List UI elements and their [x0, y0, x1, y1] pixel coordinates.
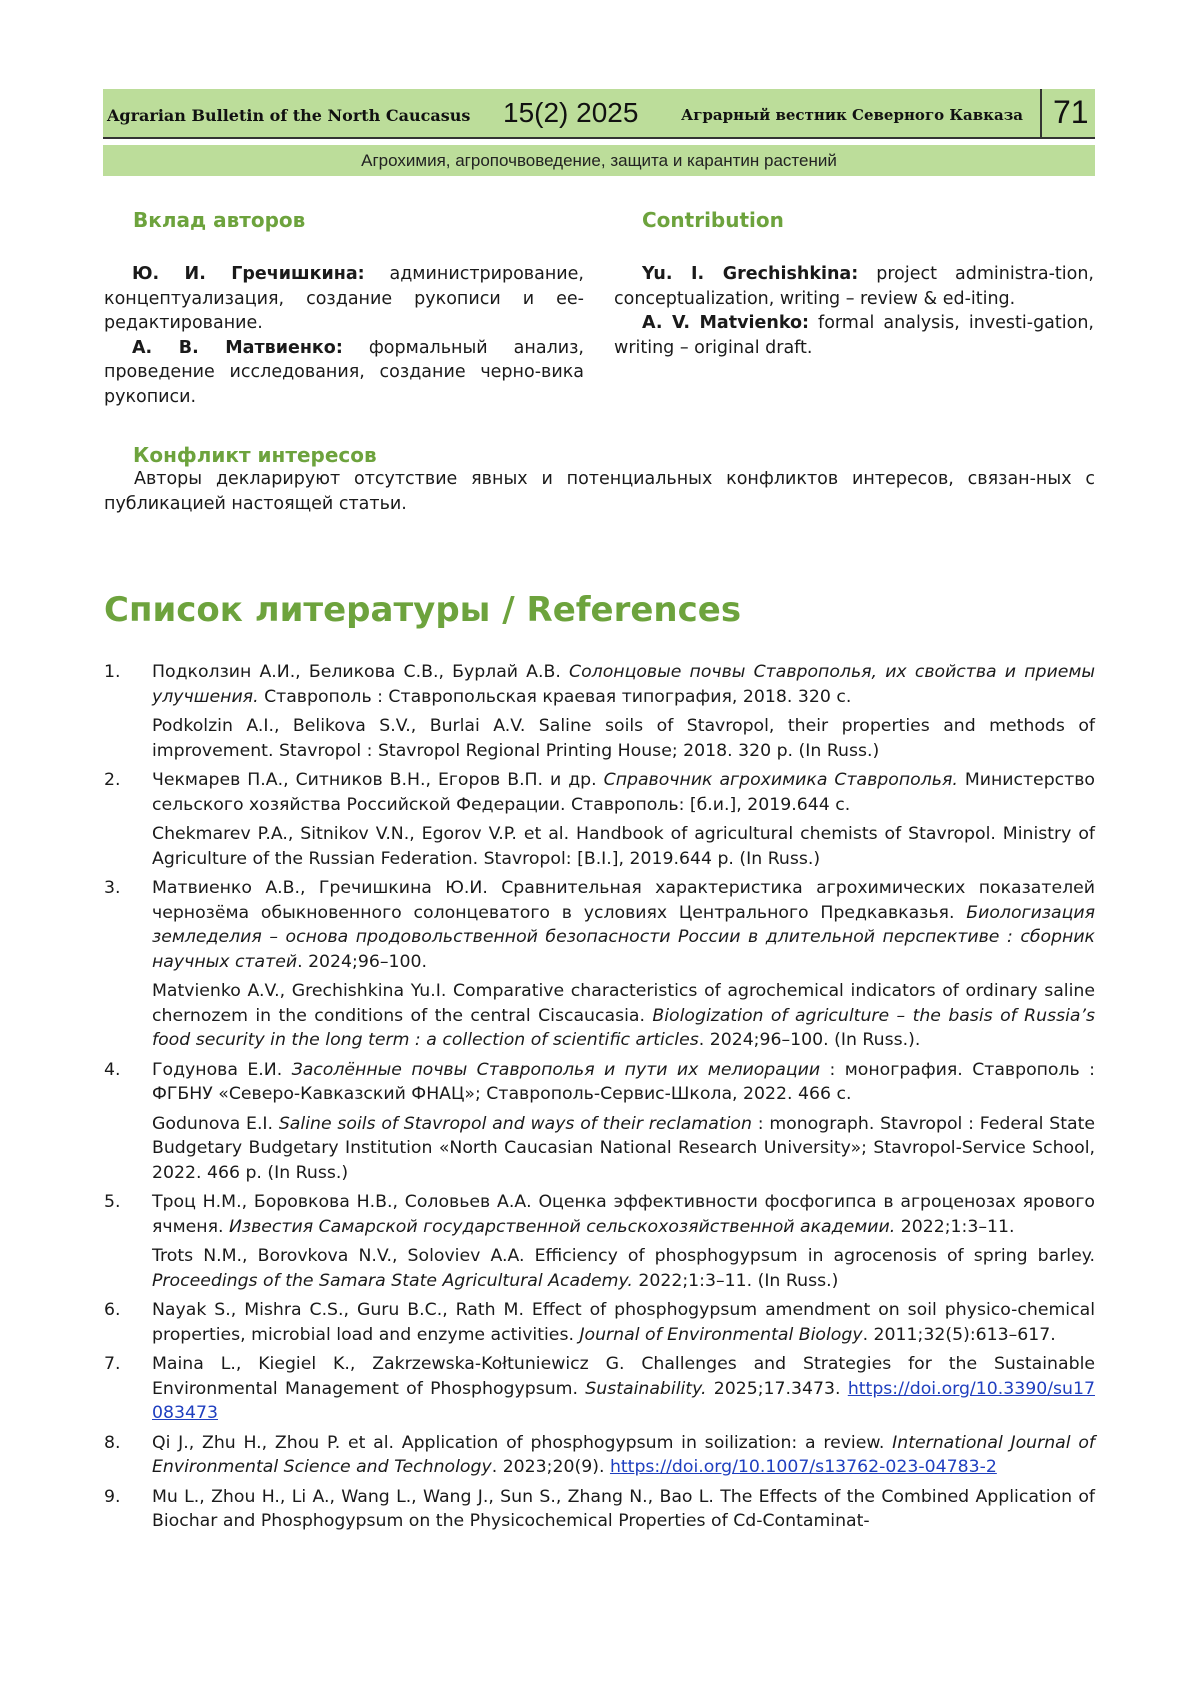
reference-ru: Годунова Е.И. Засолённые почвы Ставрополья и пути их мелиорации : монография. Ставрополь : ФГБНУ «Северо-Кавказский ФНАЦ»; Ставрополь-Сервис-Школа, 2022. 466 с. [152, 1059, 1095, 1104]
reference-en: Trots N.M., Borovkova N.V., Soloviev A.A. Efficiency of phosphogypsum in agrocenosis of spring barley. Proceedings of the Samara State Agricultural Academy. 2022;1:3–11. (In Russ.) [152, 1246, 1095, 1291]
reference-item [104, 1352, 1095, 1426]
conflict-text: Авторы декларируют отсутствие явных и потенциальных конфликтов интересов, связан-ных с публикацией настоящей статьи. [104, 469, 1095, 514]
reference-en: Chekmarev P.A., Sitnikov V.N., Egorov V.P. et al. Handbook of agricultural chemists of Stavropol. Ministry of Agriculture of the Russian Federation. Stavropol: [B.I.], 2019.644 p. (In Russ.) [152, 824, 1095, 869]
contribution-en-author-2 [614, 311, 1094, 360]
page-number: 71 [1053, 94, 1089, 130]
reference-text: Qi J., Zhu H., Zhou P. et al. Application of phosphogypsum in soilization: a review. International Journal of Environmental Science and Technology. 2023;20(9). https://doi.org/10.1007/s13762-023-04783-2 [152, 1432, 1095, 1477]
references-heading: Список литературы / References [104, 590, 742, 630]
contribution-ru-author-2 [104, 336, 584, 410]
reference-item [104, 660, 1095, 763]
reference-number: 5. [104, 1192, 121, 1212]
reference-number: 9. [104, 1486, 121, 1507]
reference-ru: Троц Н.М., Боровкова Н.В., Соловьев А.А. Оценка эффективности фосфогипса в агроценозах ярового ячменя. Известия Самарской государственной сельскохозяйственной академии. 2022;1:3–11. [152, 1192, 1095, 1237]
journal-title-en: Agrarian Bulletin of the North Caucasus [107, 106, 471, 125]
reference-ru: Чекмарев П.А., Ситников В.Н., Егоров В.П. и др. Справочник агрохимика Ставрополья. Министерство сельского хозяйства Российской Федерации. Ставрополь: [б.и.], 2019.644 с. [152, 770, 1095, 815]
contribution-ru-author-1 [104, 262, 584, 336]
author-role: formal analysis, investi-gation, writing – original draft. [614, 313, 1094, 358]
reference-en: Podkolzin A.I., Belikova S.V., Burlai A.V. Saline soils of Stavropol, their properties and methods of improvement. Stavropol : Stavropol Regional Printing House; 2018. 320 p. (In Russ.) [152, 716, 1095, 761]
reference-text: Maina L., Kiegiel K., Zakrzewska-Kołtuniewicz G. Challenges and Strategies for the Sustainable Environmental Management of Phosphogypsum. Sustainability. 2025;17.3473. https://doi.org/10.3390/su17083473 [152, 1354, 1095, 1423]
reference-text: Mu L., Zhou H., Li A., Wang L., Wang J., Sun S., Zhang N., Bao L. The Effects of the Combined Application of Biochar and Phosphogypsum on the Physicochemical Properties of Cd-Contaminat- [152, 1486, 1095, 1531]
reference-number: 6. [104, 1300, 121, 1320]
reference-text: Nayak S., Mishra C.S., Guru B.C., Rath M. Effect of phosphogypsum amendment on soil physico-chemical properties, microbial load and enzyme activities. Journal of Environmental Biology. 2011;32(5):613–617. [152, 1300, 1095, 1345]
reference-ru: Матвиенко А.В., Гречишкина Ю.И. Сравнительная характеристика агрохимических показателей чернозёма обыкновенного солонцеватого в условиях Центрального Предкавказья. Биологизация земледелия – основа продовольственной безопасности России в длительной перспективе : сборник научных статей. 2024;96–100. [152, 878, 1095, 972]
reference-en: Godunova E.I. Saline soils of Stavropol and ways of their reclamation : monograph. Stavropol : Federal State Budgetary Budgetary Institution «North Caucasian National Research University»; Stavropol-Service School, 2022. 466 p. (In Russ.) [152, 1113, 1095, 1183]
section-title: Агрохимия, агропочвоведение, защита и карантин растений [103, 145, 1095, 176]
reference-number: 7. [104, 1354, 121, 1374]
header-divider [1040, 89, 1042, 137]
reference-item [104, 876, 1095, 1053]
journal-title-ru: Аграрный вестник Северного Кавказа [681, 106, 1023, 124]
journal-header [103, 89, 1095, 139]
reference-ru: Подколзин А.И., Беликова С.В., Бурлай А.В. Солонцовые почвы Ставрополья, их свойства и приемы улучшения. Ставрополь : Ставропольская краевая типография, 2018. 320 с. [152, 662, 1096, 707]
doi-link[interactable]: https://doi.org/10.1007/s13762-023-04783-2 [609, 1457, 997, 1477]
contribution-en [614, 262, 1094, 360]
reference-number: 8. [104, 1432, 121, 1453]
reference-item [104, 1431, 1095, 1480]
reference-item [104, 1058, 1095, 1186]
reference-number: 2. [104, 770, 121, 790]
author-name: Ю. И. Гречишкина: [132, 264, 365, 284]
reference-number: 3. [104, 878, 121, 898]
reference-number: 4. [104, 1059, 121, 1080]
author-role: формальный анализ, проведение исследования, создание черно-вика рукописи. [104, 337, 584, 407]
reference-item [104, 768, 1095, 871]
contribution-heading-ru: Вклад авторов [133, 208, 306, 232]
issue-number: 15(2) 2025 [503, 97, 639, 128]
author-name: А. В. Матвиенко: [132, 337, 343, 358]
contribution-ru [104, 262, 584, 409]
reference-list [104, 660, 1095, 1539]
reference-en: Matvienko A.V., Grechishkina Yu.I. Comparative characteristics of agrochemical indicators of ordinary saline chernozem in the conditions of the central Ciscaucasia. Biologization of agriculture – the basis of Russia’s food security in the long term : a collection of scientific articles. 2024;96–100. (In Russ.). [152, 981, 1095, 1050]
author-name: Yu. I. Grechishkina: [642, 264, 859, 284]
contribution-en-author-1 [614, 262, 1094, 311]
author-name: A. V. Matvienko: [642, 313, 810, 333]
reference-item [104, 1298, 1095, 1347]
reference-item [104, 1485, 1095, 1534]
contribution-heading-en: Contribution [642, 208, 784, 232]
reference-number: 1. [104, 662, 121, 682]
author-role: project administra-tion, conceptualization, writing – review & ed-iting. [614, 264, 1094, 309]
conflict-heading: Конфликт интересов [133, 443, 377, 467]
reference-item [104, 1190, 1095, 1293]
author-role: администрирование, концептуализация, создание рукописи и ее-редактирование. [104, 264, 584, 333]
doi-link[interactable]: https://doi.org/10.3390/su17083473 [152, 1378, 1095, 1423]
